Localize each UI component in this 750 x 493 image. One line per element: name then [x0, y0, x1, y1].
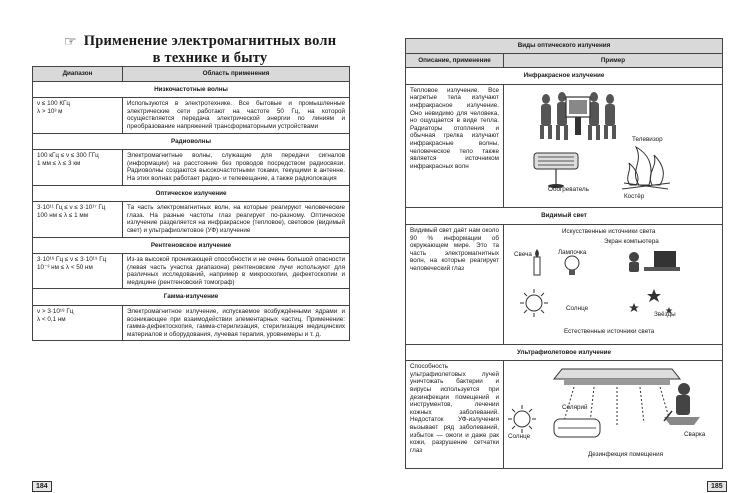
label-sun: Солнце — [508, 433, 531, 441]
label-welding: Сварка — [684, 431, 706, 439]
candle-icon — [534, 249, 540, 275]
section-title: Ультрафиолетовое излучение — [406, 344, 723, 361]
range-cell: 100 кГц ≤ ν ≤ 300 ГГц 1 мм ≤ λ ≤ 3 км — [33, 150, 123, 185]
description-cell: Тепловое излучение. Все нагретые тела излучают инфракрасное излучение. Оно невидимо для человека, но ощущается в виде тепла. Радиаторы отопления и обычная грелка излучают инфракрасные волны, человеческое тело также является источником инфракрасных волн — [406, 84, 504, 208]
range-cell: ν ≤ 100 КГц λ > 10³ м — [33, 98, 123, 133]
sun-icon — [508, 405, 536, 433]
example-cell — [504, 84, 723, 208]
label-computer-screen: Экран компьютера — [604, 237, 659, 245]
application-cell: Та часть электромагнитных волн, на которые реагируют человеческие глаза. На разные частоты глаз реагирует по-разному. Оптическое излучение разделяется на инфракрасное (тепловое), световое (видимый свет) и ультрафиолетовое (УФ) излучение — [123, 202, 350, 237]
computer-screen-icon — [629, 251, 680, 272]
label-candle: Свеча — [514, 250, 532, 258]
table-title: Виды оптического излучения — [406, 39, 723, 54]
page-title — [64, 33, 340, 67]
table-row — [33, 98, 350, 133]
section-title: Оптическое излучение — [33, 185, 350, 202]
application-cell: Используются в электротехнике. Все бытовые и промышленные электрические сети работают на частоте 50 Гц, на которой осуществляется передача электрической энергии по линиям и преобразование напряжений трансформаторными устройствами — [123, 98, 350, 133]
page-number-left: 184 — [32, 481, 52, 492]
visible-light-illustration — [504, 225, 722, 344]
range-cell: 3·10¹⁶ Гц ≤ ν ≤ 3·10¹⁹ Гц 10⁻³ нм ≤ λ < 50 нм — [33, 254, 123, 289]
table-row — [33, 150, 350, 185]
optical-radiation-table — [405, 38, 723, 469]
example-cell — [504, 224, 723, 344]
application-cell: Электромагнитные волны, служащие для передачи сигналов (информации) на расстояние без проводов посредством радиосвязи. Радиоволны создаются высокочастотными токами, текущими в антенне. На этих волнах работает радио- и телевещание, а также радиолокация — [123, 150, 350, 185]
label-sun: Солнце — [566, 304, 589, 312]
label-solarium: Солярий — [562, 404, 588, 412]
table-row — [406, 84, 723, 208]
hand-pointing-right-icon: ☞ — [64, 35, 77, 50]
table-row — [406, 361, 723, 469]
label-heater: Обогреватель — [548, 185, 590, 193]
infrared-illustration — [504, 85, 722, 208]
label-lightbulb: Лампочка — [558, 248, 587, 256]
description-cell: Способность ультрафиолетовых лучей уничтожать бактерии и вирусы используется при дезинфекции помещений и инструментов, лечении кожных заболеваний. Недостаток УФ-излучения вызывает ряд заболеваний, избыток — ожоги и даже рак кожи, разрушение сетчатки глаз — [406, 361, 504, 469]
range-cell: ν > 3·10¹⁸ Гц λ < 0,1 нм — [33, 306, 123, 341]
title-line-2: в технике и быту — [152, 50, 268, 66]
table-row — [406, 224, 723, 344]
section-title: Гамма-излучение — [33, 289, 350, 306]
table-row — [33, 202, 350, 237]
header-range: Диапазон — [33, 67, 123, 82]
label-artificial-sources: Искусственные источники света — [562, 227, 656, 235]
tv-icon — [566, 97, 590, 135]
section-title: Видимый свет — [406, 208, 723, 225]
infrared-drawing — [504, 85, 722, 205]
page-number-right: 185 — [707, 481, 727, 492]
ultraviolet-illustration — [504, 361, 722, 468]
header-example: Пример — [504, 53, 723, 68]
label-campfire: Костёр — [624, 192, 645, 200]
section-title: Радиоволны — [33, 133, 350, 150]
sun-icon — [520, 289, 548, 317]
lightbulb-icon — [565, 256, 579, 275]
campfire-icon — [622, 147, 670, 189]
label-tv: Телевизор — [632, 135, 663, 143]
title-line-1: Применение электромагнитных волн — [83, 33, 337, 49]
header-application: Область применения — [123, 67, 350, 82]
label-disinfection: Дезинфекция помещения — [588, 451, 663, 459]
description-cell: Видимый свет даёт нам около 90 % информации об окружающем мире. Это та часть электромагнитных волн, на которые реагирует человеческий глаз — [406, 224, 504, 344]
header-description: Описание, применение — [406, 53, 504, 68]
section-title: Рентгеновское излучение — [33, 237, 350, 254]
table-row — [33, 306, 350, 341]
welding-icon — [664, 383, 700, 425]
table-header-row — [33, 67, 350, 82]
range-cell: 3·10¹¹ Гц ≤ ν ≤ 3·10¹⁷ Гц 100 нм ≤ λ ≤ 1 мм — [33, 202, 123, 237]
heater-icon — [534, 153, 578, 188]
uv-lamp-icon — [554, 369, 680, 425]
label-natural-sources: Естественные источники света — [564, 327, 655, 335]
label-stars: Звёзды — [654, 310, 676, 318]
solarium-icon — [554, 419, 600, 437]
stars-icon — [629, 289, 673, 314]
application-cell: Электромагнитное излучение, испускаемое возбуждёнными ядрами и возникающее при взаимодействии элементарных частиц. Применение: гамма-дефектоскопия, гамма-стерилизация, стерилизация медицинских материалов и оборудования, лучевая терапия, уровнемеры и т. д. — [123, 306, 350, 341]
application-cell: Из-за высокой проникающей способности и не очень большой опасности (левая часть участка диапазона) рентгеновские лучи используют для различных исследований, например в микроскопии, дефектоскопии и медицине (рентгеновский томограф) — [123, 254, 350, 289]
section-title: Инфракрасное излучение — [406, 68, 723, 85]
section-title: Низкочастотные волны — [33, 81, 350, 98]
ultraviolet-drawing — [504, 361, 722, 465]
table-header-row — [406, 53, 723, 68]
table-row — [33, 254, 350, 289]
example-cell — [504, 361, 723, 469]
applications-table — [32, 66, 350, 341]
